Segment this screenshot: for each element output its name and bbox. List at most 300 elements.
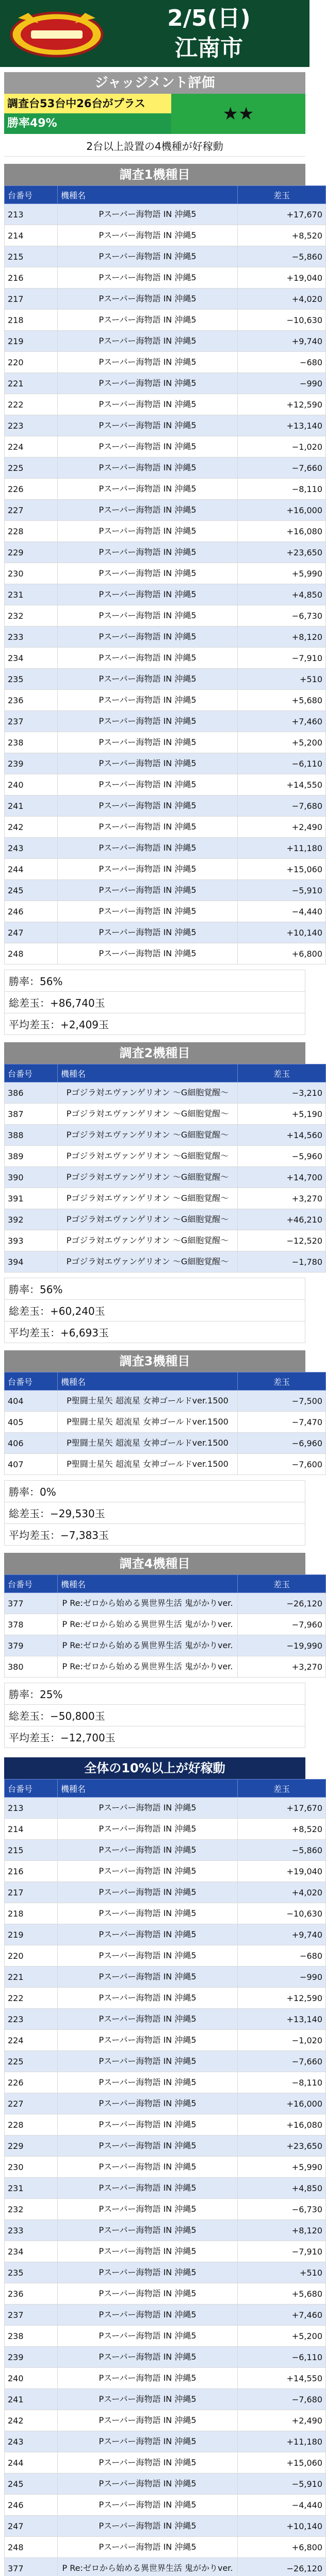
all-table-body xyxy=(5,1798,326,2576)
machine-diff: −680 xyxy=(238,352,326,373)
section-title: 調査2機種目 xyxy=(4,1042,305,1064)
table-row xyxy=(5,2178,326,2199)
table-row xyxy=(5,289,326,310)
judgment-summary xyxy=(4,94,171,134)
machine-diff: −7,660 xyxy=(238,457,326,479)
machine-number: 232 xyxy=(5,2199,58,2220)
date: 2/5(日) xyxy=(167,5,251,31)
machine-diff: +11,180 xyxy=(238,838,326,859)
machine-name: Pスーパー海物語 IN 沖縄5 xyxy=(58,880,238,901)
machine-number: 217 xyxy=(5,289,58,310)
machine-name: Pスーパー海物語 IN 沖縄5 xyxy=(58,1924,238,1945)
judgment-stars: ★★ xyxy=(171,94,305,134)
machine-name: P Re:ゼロから始める異世界生活 鬼がかりver. xyxy=(58,1593,238,1614)
machine-name: Pスーパー海物語 IN 沖縄5 xyxy=(58,2452,238,2473)
machine-name: Pゴジラ対エヴァンゲリオン 〜G細胞覚醒〜 xyxy=(58,1251,238,1273)
machine-diff: +12,590 xyxy=(238,394,326,415)
machine-name: P聖闘士星矢 超流星 女神ゴールドver.1500 xyxy=(58,1454,238,1475)
section-title: 調査3機種目 xyxy=(4,1350,305,1372)
machine-number: 390 xyxy=(5,1167,58,1188)
machine-number: 219 xyxy=(5,1924,58,1945)
machine-diff: +15,060 xyxy=(238,2452,326,2473)
machine-diff: −7,910 xyxy=(238,2241,326,2262)
table-row xyxy=(5,542,326,563)
machine-diff: −1,020 xyxy=(238,2030,326,2051)
machine-number: 213 xyxy=(5,204,58,225)
place: 江南市 xyxy=(175,35,243,61)
table-row xyxy=(5,2326,326,2347)
machine-name: Pスーパー海物語 IN 沖縄5 xyxy=(58,2157,238,2178)
machine-diff: +6,800 xyxy=(238,943,326,964)
machine-diff: −26,120 xyxy=(238,2558,326,2576)
date-box xyxy=(108,4,309,63)
machine-number: 229 xyxy=(5,542,58,563)
machine-number: 231 xyxy=(5,2178,58,2199)
machine-name: Pスーパー海物語 IN 沖縄5 xyxy=(58,479,238,500)
machine-diff: −8,110 xyxy=(238,2072,326,2093)
machine-diff: +9,740 xyxy=(238,331,326,352)
machine-name: Pスーパー海物語 IN 沖縄5 xyxy=(58,225,238,246)
table-row xyxy=(5,436,326,457)
machine-number: 244 xyxy=(5,2452,58,2473)
machine-diff: −1,780 xyxy=(238,1251,326,1273)
machine-diff: −5,910 xyxy=(238,2473,326,2495)
machine-name: Pスーパー海物語 IN 沖縄5 xyxy=(58,1967,238,1988)
col-number: 台番号 xyxy=(5,1575,58,1593)
table-row xyxy=(5,1861,326,1882)
machine-number: 233 xyxy=(5,2220,58,2241)
machine-name: P聖闘士星矢 超流星 女神ゴールドver.1500 xyxy=(58,1412,238,1433)
machine-diff: +23,650 xyxy=(238,542,326,563)
machine-number: 248 xyxy=(5,2537,58,2558)
table-row xyxy=(5,225,326,246)
machine-number: 404 xyxy=(5,1391,58,1412)
machine-name: Pスーパー海物語 IN 沖縄5 xyxy=(58,859,238,880)
machine-name: Pスーパー海物語 IN 沖縄5 xyxy=(58,415,238,436)
machine-diff: +17,670 xyxy=(238,204,326,225)
table-row xyxy=(5,922,326,943)
machine-diff: −26,120 xyxy=(238,1593,326,1614)
machine-number: 407 xyxy=(5,1454,58,1475)
judgment-line1: 調査台53台中26台がプラス xyxy=(4,94,171,113)
machine-diff: +7,460 xyxy=(238,2304,326,2326)
table-row xyxy=(5,1209,326,1230)
table-row xyxy=(5,774,326,795)
table-row xyxy=(5,1146,326,1167)
section-total: 総差玉：−50,800玉 xyxy=(4,1705,305,1726)
table-row xyxy=(5,2220,326,2241)
col-diff: 差玉 xyxy=(238,186,326,204)
table-row xyxy=(5,2368,326,2389)
machine-diff: +46,210 xyxy=(238,1209,326,1230)
table-row xyxy=(5,2516,326,2537)
col-number: 台番号 xyxy=(5,186,58,204)
table-row xyxy=(5,1433,326,1454)
machine-name: Pスーパー海物語 IN 沖縄5 xyxy=(58,310,238,331)
machine-diff: −4,440 xyxy=(238,901,326,922)
section-table-body xyxy=(5,1593,326,1677)
machine-number: 219 xyxy=(5,331,58,352)
table-row xyxy=(5,352,326,373)
machine-diff: +19,040 xyxy=(238,1861,326,1882)
machine-number: 230 xyxy=(5,563,58,584)
machine-name: Pゴジラ対エヴァンゲリオン 〜G細胞覚醒〜 xyxy=(58,1230,238,1251)
machine-number: 227 xyxy=(5,500,58,521)
machine-number: 230 xyxy=(5,2157,58,2178)
machine-name: Pスーパー海物語 IN 沖縄5 xyxy=(58,2347,238,2368)
machine-diff: +8,520 xyxy=(238,1819,326,1840)
machine-name: Pスーパー海物語 IN 沖縄5 xyxy=(58,2495,238,2516)
col-name: 機種名 xyxy=(58,1575,238,1593)
table-row xyxy=(5,310,326,331)
machine-name: Pスーパー海物語 IN 沖縄5 xyxy=(58,838,238,859)
machine-number: 246 xyxy=(5,901,58,922)
machine-name: Pスーパー海物語 IN 沖縄5 xyxy=(58,204,238,225)
machine-diff: +10,140 xyxy=(238,922,326,943)
machine-name: Pスーパー海物語 IN 沖縄5 xyxy=(58,1861,238,1882)
machine-name: Pスーパー海物語 IN 沖縄5 xyxy=(58,2178,238,2199)
machine-number: 242 xyxy=(5,817,58,838)
machine-diff: −6,960 xyxy=(238,1433,326,1454)
table-row xyxy=(5,2452,326,2473)
machine-name: Pスーパー海物語 IN 沖縄5 xyxy=(58,1988,238,2009)
machine-diff: +4,020 xyxy=(238,1882,326,1903)
machine-number: 377 xyxy=(5,1593,58,1614)
machine-number: 234 xyxy=(5,648,58,669)
machine-name: Pスーパー海物語 IN 沖縄5 xyxy=(58,289,238,310)
table-row xyxy=(5,2009,326,2030)
machine-name: Pスーパー海物語 IN 沖縄5 xyxy=(58,2283,238,2304)
machine-diff: −5,860 xyxy=(238,1840,326,1861)
machine-name: Pスーパー海物語 IN 沖縄5 xyxy=(58,2114,238,2136)
machine-number: 246 xyxy=(5,2495,58,2516)
all-table-head xyxy=(5,1780,326,1798)
machine-diff: +7,460 xyxy=(238,711,326,732)
machine-number: 217 xyxy=(5,1882,58,1903)
machine-diff: −680 xyxy=(238,1945,326,1967)
table-row xyxy=(5,2199,326,2220)
machine-number: 243 xyxy=(5,2431,58,2452)
col-name: 機種名 xyxy=(58,186,238,204)
machine-name: Pスーパー海物語 IN 沖縄5 xyxy=(58,2326,238,2347)
machine-name: Pスーパー海物語 IN 沖縄5 xyxy=(58,2431,238,2452)
machine-name: Pスーパー海物語 IN 沖縄5 xyxy=(58,1840,238,1861)
machine-number: 223 xyxy=(5,415,58,436)
machine-name: P Re:ゼロから始める異世界生活 鬼がかりver. xyxy=(58,1656,238,1677)
col-diff: 差玉 xyxy=(238,1064,326,1082)
machine-name: Pスーパー海物語 IN 沖縄5 xyxy=(58,774,238,795)
table-row xyxy=(5,2473,326,2495)
machine-diff: −10,630 xyxy=(238,310,326,331)
table-row xyxy=(5,1125,326,1146)
machine-name: Pスーパー海物語 IN 沖縄5 xyxy=(58,563,238,584)
machine-diff: +5,200 xyxy=(238,732,326,753)
table-row xyxy=(5,2283,326,2304)
machine-diff: −6,730 xyxy=(238,605,326,626)
machine-diff: +4,850 xyxy=(238,584,326,605)
machine-number: 248 xyxy=(5,943,58,964)
machine-name: Pスーパー海物語 IN 沖縄5 xyxy=(58,817,238,838)
machine-name: P Re:ゼロから始める異世界生活 鬼がかりver. xyxy=(58,2558,238,2576)
machine-diff: +16,080 xyxy=(238,2114,326,2136)
machine-name: Pスーパー海物語 IN 沖縄5 xyxy=(58,500,238,521)
machine-name: Pスーパー海物語 IN 沖縄5 xyxy=(58,246,238,267)
table-row xyxy=(5,1882,326,1903)
table-row xyxy=(5,1924,326,1945)
machine-number: 228 xyxy=(5,2114,58,2136)
all-section-title: 全体の10%以上が好稼動 xyxy=(4,1757,305,1779)
section-table-head xyxy=(5,1372,326,1391)
machine-number: 378 xyxy=(5,1614,58,1635)
table-row xyxy=(5,1656,326,1677)
machine-name: Pスーパー海物語 IN 沖縄5 xyxy=(58,2304,238,2326)
table-row xyxy=(5,331,326,352)
logo xyxy=(5,5,108,62)
machine-number: 386 xyxy=(5,1082,58,1104)
machine-number: 229 xyxy=(5,2136,58,2157)
machine-name: P Re:ゼロから始める異世界生活 鬼がかりver. xyxy=(58,1614,238,1635)
machine-diff: +2,490 xyxy=(238,2410,326,2431)
table-row xyxy=(5,1082,326,1104)
machine-name: Pスーパー海物語 IN 沖縄5 xyxy=(58,690,238,711)
table-row xyxy=(5,648,326,669)
section-title: 調査4機種目 xyxy=(4,1553,305,1574)
machine-name: Pスーパー海物語 IN 沖縄5 xyxy=(58,732,238,753)
machine-name: Pスーパー海物語 IN 沖縄5 xyxy=(58,331,238,352)
machine-number: 235 xyxy=(5,669,58,690)
table-row xyxy=(5,2410,326,2431)
table-row xyxy=(5,394,326,415)
table-row xyxy=(5,2495,326,2516)
machine-number: 241 xyxy=(5,2389,58,2410)
machine-name: Pスーパー海物語 IN 沖縄5 xyxy=(58,1882,238,1903)
table-row xyxy=(5,2304,326,2326)
table-row xyxy=(5,246,326,267)
table-row xyxy=(5,859,326,880)
machine-number: 215 xyxy=(5,246,58,267)
machine-diff: −5,860 xyxy=(238,246,326,267)
machine-number: 221 xyxy=(5,1967,58,1988)
machine-diff: −6,110 xyxy=(238,2347,326,2368)
machine-number: 237 xyxy=(5,2304,58,2326)
machine-diff: −12,520 xyxy=(238,1230,326,1251)
machine-diff: +2,490 xyxy=(238,817,326,838)
machine-name: Pスーパー海物語 IN 沖縄5 xyxy=(58,2516,238,2537)
section-table-head xyxy=(5,1575,326,1593)
section-table-body xyxy=(5,1391,326,1475)
machine-diff: +3,270 xyxy=(238,1656,326,1677)
table-row xyxy=(5,1593,326,1614)
section-table xyxy=(4,1574,326,1677)
machine-number: 391 xyxy=(5,1188,58,1209)
machine-name: Pスーパー海物語 IN 沖縄5 xyxy=(58,2389,238,2410)
machine-number: 379 xyxy=(5,1635,58,1656)
table-row xyxy=(5,415,326,436)
machine-diff: +14,550 xyxy=(238,774,326,795)
machine-diff: −4,440 xyxy=(238,2495,326,2516)
table-row xyxy=(5,1967,326,1988)
machine-name: Pスーパー海物語 IN 沖縄5 xyxy=(58,584,238,605)
machine-diff: +8,120 xyxy=(238,2220,326,2241)
machine-name: Pスーパー海物語 IN 沖縄5 xyxy=(58,605,238,626)
machine-number: 213 xyxy=(5,1798,58,1819)
table-row xyxy=(5,1988,326,2009)
table-row xyxy=(5,817,326,838)
machine-diff: −6,110 xyxy=(238,753,326,774)
machine-name: Pスーパー海物語 IN 沖縄5 xyxy=(58,2093,238,2114)
table-row xyxy=(5,795,326,817)
machine-number: 216 xyxy=(5,267,58,289)
machine-number: 389 xyxy=(5,1146,58,1167)
table-row xyxy=(5,901,326,922)
machine-name: Pスーパー海物語 IN 沖縄5 xyxy=(58,394,238,415)
machine-diff: +15,060 xyxy=(238,859,326,880)
machine-name: Pスーパー海物語 IN 沖縄5 xyxy=(58,2072,238,2093)
machine-number: 239 xyxy=(5,2347,58,2368)
section-win-rate: 勝率：0% xyxy=(4,1480,305,1502)
machine-name: Pスーパー海物語 IN 沖縄5 xyxy=(58,753,238,774)
machine-diff: +12,590 xyxy=(238,1988,326,2009)
machine-number: 221 xyxy=(5,373,58,394)
machine-name: Pスーパー海物語 IN 沖縄5 xyxy=(58,2410,238,2431)
machine-diff: +5,190 xyxy=(238,1104,326,1125)
table-row xyxy=(5,2431,326,2452)
machine-name: Pスーパー海物語 IN 沖縄5 xyxy=(58,2030,238,2051)
table-row xyxy=(5,373,326,394)
table-row xyxy=(5,838,326,859)
table-row xyxy=(5,2347,326,2368)
table-row xyxy=(5,2389,326,2410)
machine-diff: +14,560 xyxy=(238,1125,326,1146)
machine-number: 236 xyxy=(5,690,58,711)
machine-diff: −7,660 xyxy=(238,2051,326,2072)
machine-number: 240 xyxy=(5,2368,58,2389)
machine-diff: +11,180 xyxy=(238,2431,326,2452)
machine-name: Pスーパー海物語 IN 沖縄5 xyxy=(58,943,238,964)
table-row xyxy=(5,2558,326,2576)
table-row xyxy=(5,1840,326,1861)
section-average: 平均差玉：+2,409玉 xyxy=(4,1013,305,1035)
machine-number: 245 xyxy=(5,880,58,901)
machine-diff: −3,210 xyxy=(238,1082,326,1104)
col-name: 機種名 xyxy=(58,1372,238,1391)
machine-name: Pスーパー海物語 IN 沖縄5 xyxy=(58,1798,238,1819)
machine-number: 225 xyxy=(5,2051,58,2072)
section-win-rate: 勝率：25% xyxy=(4,1683,305,1705)
machine-number: 387 xyxy=(5,1104,58,1125)
machine-diff: −990 xyxy=(238,1967,326,1988)
machine-diff: +23,650 xyxy=(238,2136,326,2157)
machine-diff: +8,520 xyxy=(238,225,326,246)
table-row xyxy=(5,1903,326,1924)
machine-diff: −10,630 xyxy=(238,1903,326,1924)
table-row xyxy=(5,1251,326,1273)
machine-name: Pスーパー海物語 IN 沖縄5 xyxy=(58,352,238,373)
table-row xyxy=(5,1635,326,1656)
machine-number: 241 xyxy=(5,795,58,817)
section-win-rate: 勝率：56% xyxy=(4,970,305,992)
machine-number: 406 xyxy=(5,1433,58,1454)
section-total: 総差玉：+60,240玉 xyxy=(4,1300,305,1321)
machine-number: 228 xyxy=(5,521,58,542)
col-diff: 差玉 xyxy=(238,1575,326,1593)
machine-number: 242 xyxy=(5,2410,58,2431)
machine-name: Pスーパー海物語 IN 沖縄5 xyxy=(58,2220,238,2241)
machine-name: Pスーパー海物語 IN 沖縄5 xyxy=(58,1819,238,1840)
machine-name: Pスーパー海物語 IN 沖縄5 xyxy=(58,648,238,669)
machine-diff: +510 xyxy=(238,669,326,690)
machine-name: Pスーパー海物語 IN 沖縄5 xyxy=(58,267,238,289)
machine-name: Pゴジラ対エヴァンゲリオン 〜G細胞覚醒〜 xyxy=(58,1125,238,1146)
machine-number: 233 xyxy=(5,626,58,648)
col-number: 台番号 xyxy=(5,1372,58,1391)
section-average: 平均差玉：−12,700玉 xyxy=(4,1726,305,1748)
machine-number: 394 xyxy=(5,1251,58,1273)
machine-diff: −7,470 xyxy=(238,1412,326,1433)
machine-number: 218 xyxy=(5,1903,58,1924)
machine-name: Pスーパー海物語 IN 沖縄5 xyxy=(58,2136,238,2157)
machine-name: Pゴジラ対エヴァンゲリオン 〜G細胞覚醒〜 xyxy=(58,1104,238,1125)
section-title: 調査1機種目 xyxy=(4,164,305,185)
machine-number: 239 xyxy=(5,753,58,774)
machine-number: 244 xyxy=(5,859,58,880)
machine-diff: +16,000 xyxy=(238,500,326,521)
machine-number: 226 xyxy=(5,479,58,500)
section-table-head xyxy=(5,1064,326,1082)
section-total: 総差玉：+86,740玉 xyxy=(4,992,305,1013)
judgment-row xyxy=(4,94,305,134)
table-row xyxy=(5,1798,326,1819)
section-win-rate: 勝率：56% xyxy=(4,1278,305,1300)
table-row xyxy=(5,626,326,648)
table-row xyxy=(5,1188,326,1209)
machine-diff: −8,110 xyxy=(238,479,326,500)
machine-name: Pスーパー海物語 IN 沖縄5 xyxy=(58,626,238,648)
col-diff: 差玉 xyxy=(238,1780,326,1798)
section-table xyxy=(4,185,326,964)
section-table xyxy=(4,1064,326,1273)
table-row xyxy=(5,605,326,626)
section-average: 平均差玉：+6,693玉 xyxy=(4,1321,305,1343)
table-row xyxy=(5,204,326,225)
table-row xyxy=(5,500,326,521)
machine-diff: −5,910 xyxy=(238,880,326,901)
table-row xyxy=(5,2157,326,2178)
table-row xyxy=(5,1391,326,1412)
col-number: 台番号 xyxy=(5,1780,58,1798)
machine-number: 226 xyxy=(5,2072,58,2093)
machine-name: P Re:ゼロから始める異世界生活 鬼がかりver. xyxy=(58,1635,238,1656)
section-total: 総差玉：−29,530玉 xyxy=(4,1502,305,1524)
machine-number: 380 xyxy=(5,1656,58,1677)
machine-number: 238 xyxy=(5,2326,58,2347)
machine-diff: +3,270 xyxy=(238,1188,326,1209)
machine-name: Pスーパー海物語 IN 沖縄5 xyxy=(58,542,238,563)
machine-number: 214 xyxy=(5,225,58,246)
section-table xyxy=(4,1372,326,1475)
machine-diff: +14,700 xyxy=(238,1167,326,1188)
table-row xyxy=(5,669,326,690)
machine-diff: +10,140 xyxy=(238,2516,326,2537)
machine-number: 218 xyxy=(5,310,58,331)
machine-name: Pスーパー海物語 IN 沖縄5 xyxy=(58,373,238,394)
machine-diff: −5,960 xyxy=(238,1146,326,1167)
machine-diff: +4,850 xyxy=(238,2178,326,2199)
col-diff: 差玉 xyxy=(238,1372,326,1391)
machine-diff: −7,500 xyxy=(238,1391,326,1412)
section-table-body xyxy=(5,204,326,964)
machine-number: 237 xyxy=(5,711,58,732)
